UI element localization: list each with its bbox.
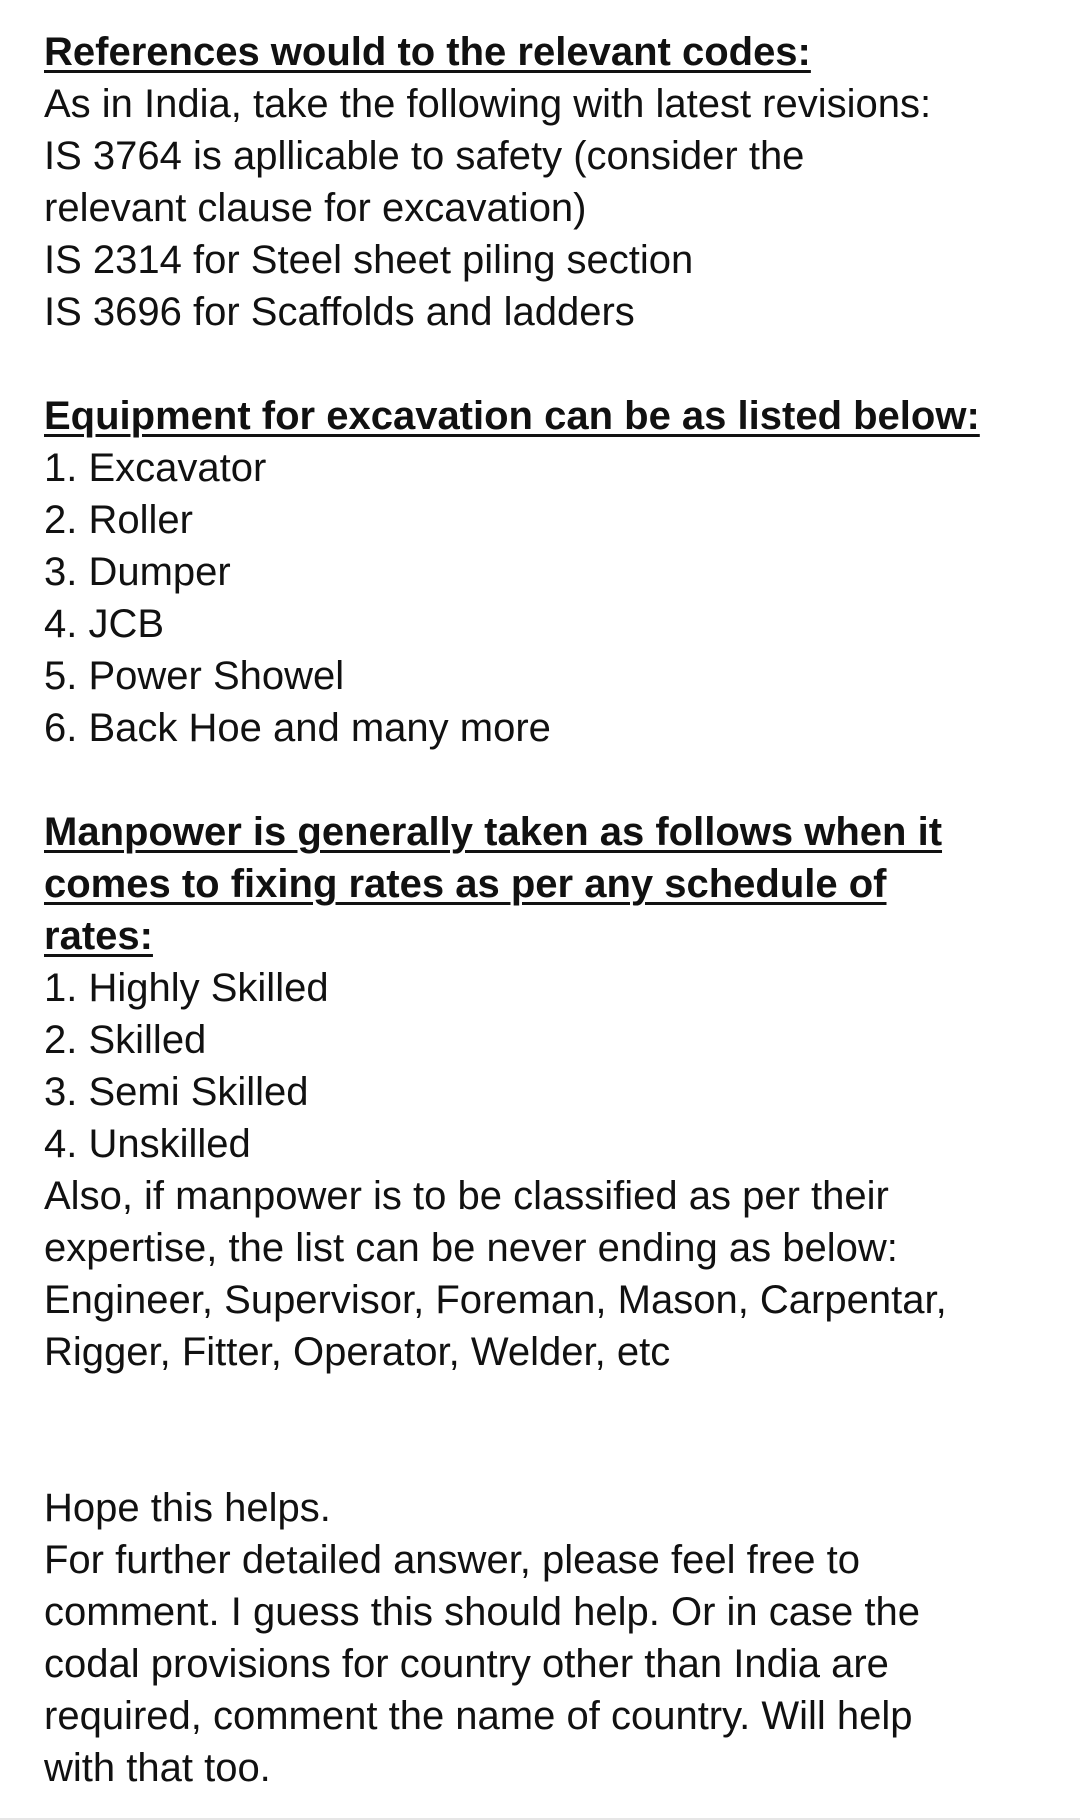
equipment-list-item: 4. JCB	[44, 602, 165, 646]
section-spacer	[44, 338, 1054, 390]
closing-line: with that too.	[44, 1746, 271, 1790]
equipment-list-item: 1. Excavator	[44, 446, 267, 490]
manpower-list-item: 4. Unskilled	[44, 1122, 251, 1166]
answer-document	[44, 26, 1054, 1794]
equipment-list-item: 3. Dumper	[44, 550, 231, 594]
manpower-heading: Manpower is generally taken as follows when it	[44, 810, 943, 854]
manpower-list-item: 1. Highly Skilled	[44, 966, 329, 1010]
equipment-section	[44, 390, 1054, 754]
references-section	[44, 26, 1054, 338]
closing-section	[44, 1482, 1054, 1794]
closing-line: For further detailed answer, please feel free to	[44, 1538, 861, 1582]
manpower-list-item: 3. Semi Skilled	[44, 1070, 309, 1114]
manpower-note-line: Rigger, Fitter, Operator, Welder, etc	[44, 1330, 671, 1374]
closing-line: comment. I guess this should help. Or in case the	[44, 1590, 920, 1634]
closing-line: codal provisions for country other than India are	[44, 1642, 889, 1686]
references-line: IS 3696 for Scaffolds and ladders	[44, 290, 635, 334]
equipment-list-item: 5. Power Showel	[44, 654, 345, 698]
manpower-heading: rates:	[44, 914, 153, 958]
references-line: IS 3764 is apllicable to safety (consider the	[44, 134, 805, 178]
manpower-note-line: Engineer, Supervisor, Foreman, Mason, Carpentar,	[44, 1278, 947, 1322]
references-line: relevant clause for excavation)	[44, 186, 587, 230]
manpower-list-item: 2. Skilled	[44, 1018, 207, 1062]
equipment-heading: Equipment for excavation can be as listed below:	[44, 394, 980, 438]
references-line: As in India, take the following with latest revisions:	[44, 82, 932, 126]
manpower-note-line: Also, if manpower is to be classified as per their	[44, 1174, 889, 1218]
equipment-list-item: 2. Roller	[44, 498, 193, 542]
equipment-list-item: 6. Back Hoe and many more	[44, 706, 551, 750]
references-line: IS 2314 for Steel sheet piling section	[44, 238, 694, 282]
references-heading: References would to the relevant codes:	[44, 30, 811, 74]
closing-line: Hope this helps.	[44, 1486, 331, 1530]
section-spacer	[44, 1378, 1054, 1482]
closing-line: required, comment the name of country. Will help	[44, 1694, 913, 1738]
manpower-note-line: expertise, the list can be never ending as below:	[44, 1226, 898, 1270]
section-spacer	[44, 754, 1054, 806]
manpower-heading: comes to fixing rates as per any schedule of	[44, 862, 887, 906]
manpower-section	[44, 806, 1054, 1378]
